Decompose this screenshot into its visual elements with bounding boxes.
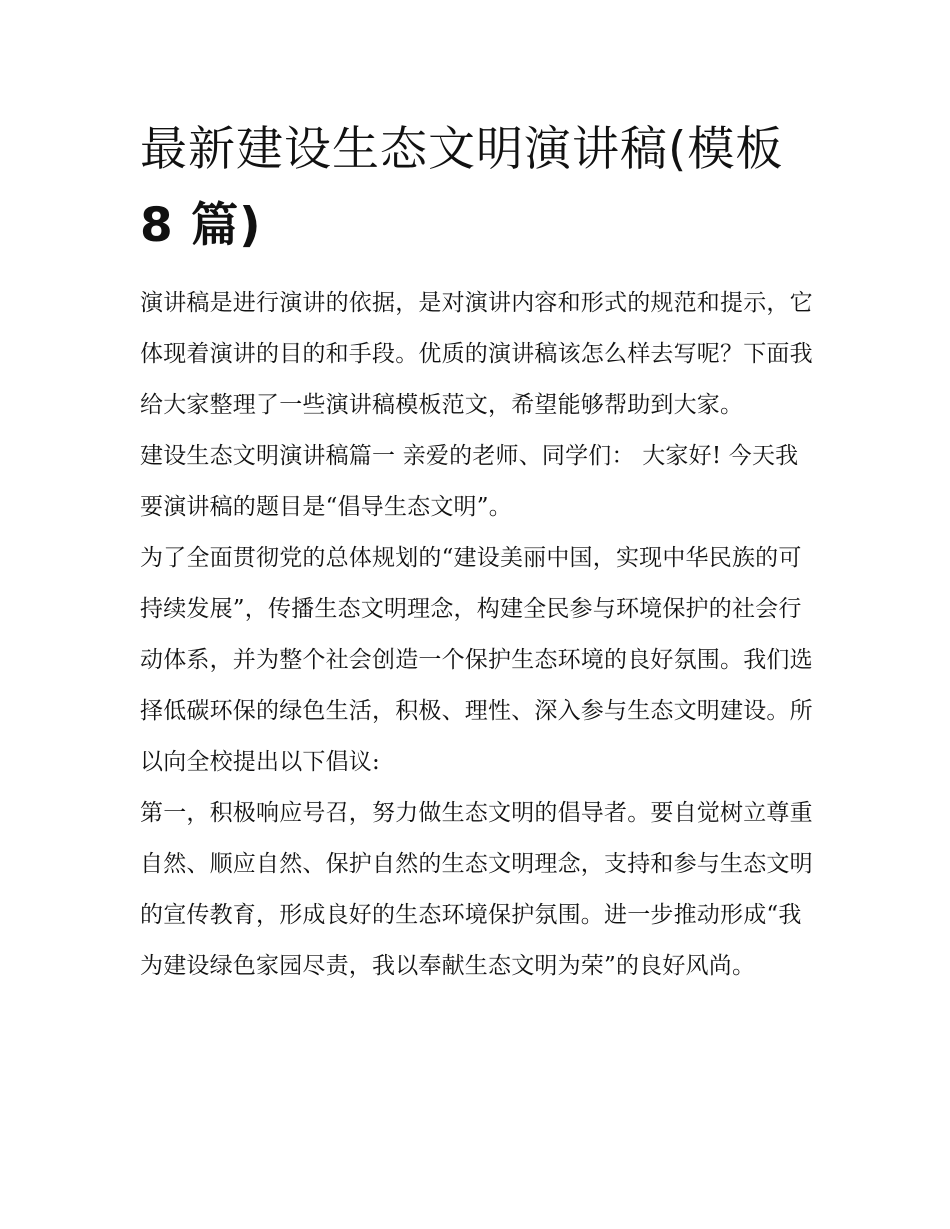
- paragraph-first-point: 第一，积极响应号召，努力做生态文明的倡导者。要自觉树立尊重自然、顺应自然、保护自然的生态文明理念，支持和参与生态文明的宣传教育，形成良好的生态环境保护氛围。进一步推动形成“我为建设绿色家园尽责，我以奉献生态文明为荣”的良好风尚。: [140, 800, 813, 979]
- paragraph-initiative: 为了全面贯彻党的总体规划的“建设美丽中国，实现中华民族的可持续发展”，传播生态文明理念，构建全民参与环境保护的社会行动体系，并为整个社会创造一个保护生态环境的良好氛围。我们选择低碳环保的绿色生活，积极、理性、深入参与生态文明建设。所以向全校提出以下倡议:: [140, 545, 813, 775]
- document-title: [140, 112, 820, 264]
- title-line-2: 8 篇): [140, 198, 262, 253]
- document-page: [140, 112, 820, 992]
- document-body: [140, 278, 820, 992]
- paragraph-intro: 演讲稿是进行演讲的依据，是对演讲内容和形式的规范和提示，它体现着演讲的目的和手段。优质的演讲稿该怎么样去写呢？下面我给大家整理了一些演讲稿模板范文，希望能够帮助到大家。: [140, 290, 813, 418]
- paragraph-greeting: 建设生态文明演讲稿篇一 亲爱的老师、同学们： 大家好! 今天我要演讲稿的题目是“倡导生态文明”。: [140, 443, 799, 520]
- title-line-1: 最新建设生态文明演讲稿(模板: [140, 122, 784, 177]
